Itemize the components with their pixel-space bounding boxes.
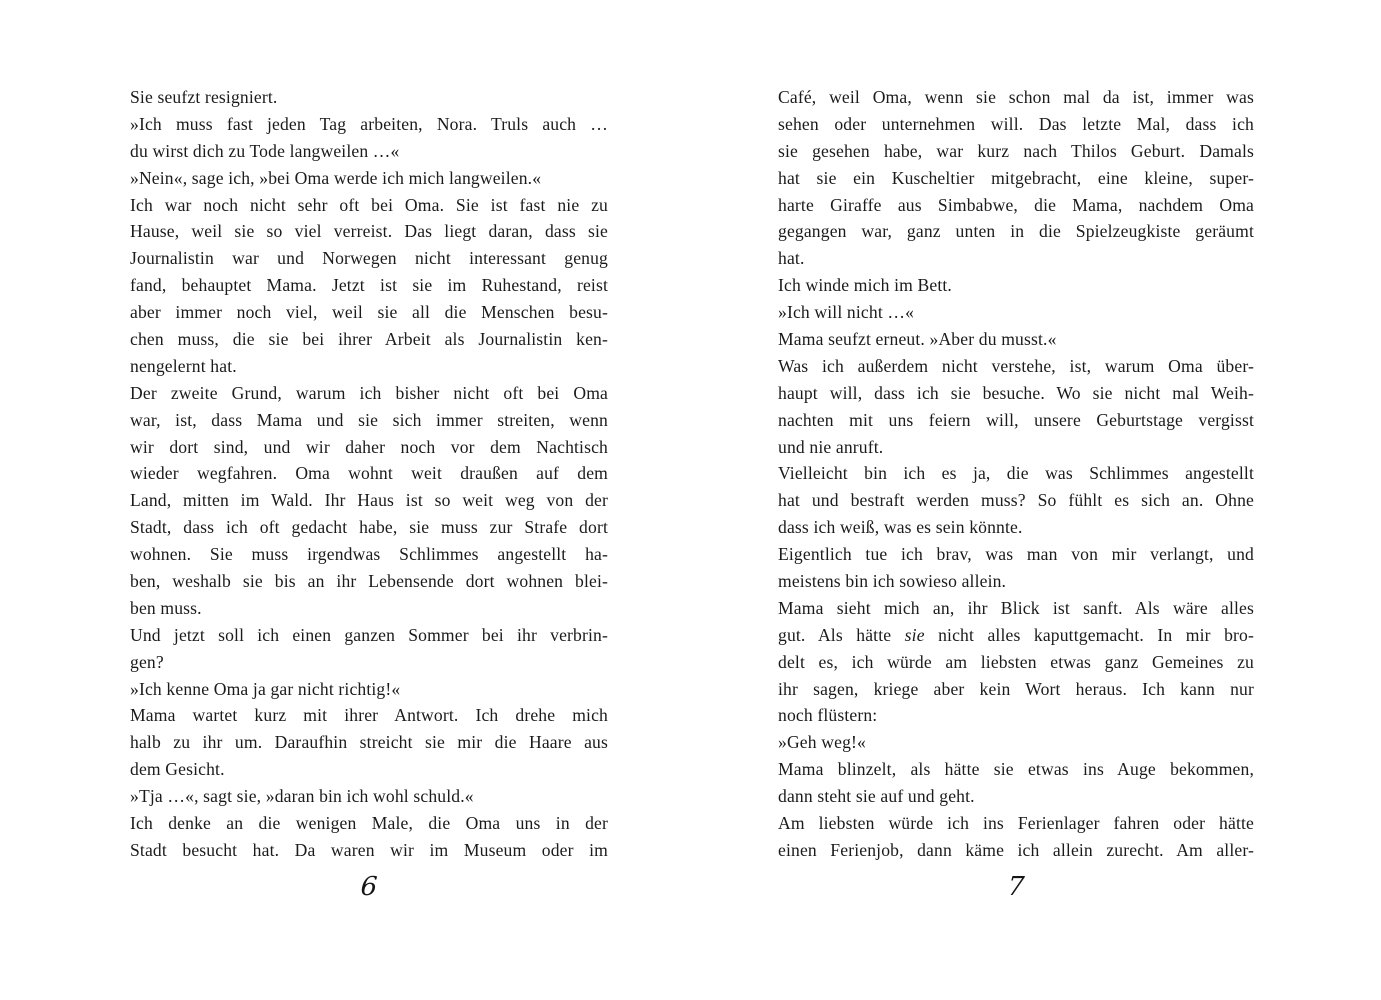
text-line: Land, mitten im Wald. Ihr Haus ist so weit weg von der [130, 490, 608, 511]
text-line: Und jetzt soll ich einen ganzen Sommer bei ihr verbrin- [130, 624, 608, 645]
text-line: ihr sagen, kriege aber kein Wort heraus. Ich kann nur [778, 678, 1254, 699]
text-line: Hause, weil sie so viel verreist. Das liegt daran, dass sie [130, 221, 608, 242]
text-line: noch flüstern: [778, 705, 878, 726]
text-line: Journalistin war und Norwegen nicht interessant genug [130, 248, 608, 269]
page-left-number: 6 [359, 872, 379, 902]
text-line: wieder wegfahren. Oma wohnt weit draußen auf dem [130, 463, 608, 484]
page-right-text-block [778, 84, 1254, 864]
text-line: und nie anruft. [778, 436, 884, 457]
text-line: chen muss, die sie bei ihrer Arbeit als Journalistin ken- [130, 329, 608, 350]
text-line: Was ich außerdem nicht verstehe, ist, warum Oma über- [778, 355, 1254, 376]
text-line: du wirst dich zu Tode langweilen …« [130, 140, 400, 161]
text-line: haupt will, dass ich sie besuche. Wo sie nicht mal Weih- [778, 382, 1254, 403]
text-line: hat und bestraft werden muss? So fühlt es sich an. Ohne [778, 490, 1254, 511]
text-line: »Nein«, sage ich, »bei Oma werde ich mich langweilen.« [130, 167, 542, 188]
text-line: Eigentlich tue ich brav, was man von mir verlangt, und [778, 544, 1254, 565]
text-line: aber immer noch viel, weil sie all die Menschen besu- [130, 302, 608, 323]
text-line: Stadt, dass ich oft gedacht habe, sie muss zur Strafe dort [130, 517, 608, 538]
text-line: Ich winde mich im Bett. [778, 275, 952, 296]
text-line: ben, weshalb sie bis an ihr Lebensende dort wohnen blei- [130, 571, 608, 592]
text-line: Mama seufzt erneut. »Aber du musst.« [778, 329, 1057, 350]
text-line: »Ich kenne Oma ja gar nicht richtig!« [130, 678, 401, 699]
text-line: delt es, ich würde am liebsten etwas ganz Gemeines zu [778, 651, 1254, 672]
text-line: wohnen. Sie muss irgendwas Schlimmes angestellt ha- [130, 544, 608, 565]
text-line: Mama wartet kurz mit ihrer Antwort. Ich drehe mich [130, 705, 608, 726]
text-line: gut. Als hätte sie nicht alles kaputtgemacht. In mir bro- [778, 624, 1254, 645]
text-line: dann steht sie auf und geht. [778, 786, 975, 807]
text-line: Stadt besucht hat. Da waren wir im Museum oder im [130, 839, 608, 860]
text-line: »Geh weg!« [778, 732, 866, 753]
page-left-text-block [130, 84, 608, 864]
text-line: »Ich will nicht …« [778, 302, 915, 323]
text-line: sehen oder unternehmen will. Das letzte Mal, dass ich [778, 113, 1254, 134]
text-line: Mama sieht mich an, ihr Blick ist sanft. Als wäre alles [778, 597, 1254, 618]
text-line: einen Ferienjob, dann käme ich allein zurecht. Am aller- [778, 839, 1254, 860]
text-line: dass ich weiß, was es sein könnte. [778, 517, 1023, 538]
text-line: Mama blinzelt, als hätte sie etwas ins Auge bekommen, [778, 759, 1254, 780]
text-line: »Tja …«, sagt sie, »daran bin ich wohl schuld.« [130, 786, 474, 807]
page-right-number: 7 [1006, 872, 1026, 902]
text-line: fand, behauptet Mama. Jetzt ist sie im Ruhestand, reist [130, 275, 608, 296]
text-line: harte Giraffe aus Simbabwe, die Mama, nachdem Oma [778, 194, 1254, 215]
text-line: Vielleicht bin ich es ja, die was Schlimmes angestellt [778, 463, 1254, 484]
text-line: Ich denke an die wenigen Male, die Oma uns in der [130, 813, 608, 834]
text-line: nachten mit uns feiern will, unsere Geburtstage vergisst [778, 409, 1254, 430]
text-line: nengelernt hat. [130, 355, 237, 376]
text-line: Café, weil Oma, wenn sie schon mal da ist, immer was [778, 87, 1254, 107]
text-line: ben muss. [130, 597, 202, 618]
text-line: Ich war noch nicht sehr oft bei Oma. Sie ist fast nie zu [130, 194, 608, 215]
text-line: wir dort sind, und wir daher noch vor dem Nachtisch [130, 436, 608, 457]
text-line: gegangen war, ganz unten in die Spielzeugkiste geräumt [778, 221, 1254, 242]
text-line: meistens bin ich sowieso allein. [778, 571, 1007, 592]
text-line: hat sie ein Kuscheltier mitgebracht, eine kleine, super- [778, 167, 1254, 188]
page-left [130, 84, 608, 964]
text-line: gen? [130, 651, 164, 672]
text-line: Sie seufzt resigniert. [130, 87, 278, 107]
page-right [778, 84, 1254, 964]
text-line: dem Gesicht. [130, 759, 225, 780]
text-line: »Ich muss fast jeden Tag arbeiten, Nora. Truls auch … [130, 113, 608, 134]
text-line: hat. [778, 248, 805, 269]
text-line: war, ist, dass Mama und sie sich immer streiten, wenn [130, 409, 608, 430]
text-line: Am liebsten würde ich ins Ferienlager fahren oder hätte [778, 813, 1254, 834]
text-line: halb zu ihr um. Daraufhin streicht sie mir die Haare aus [130, 732, 608, 753]
text-line: Der zweite Grund, warum ich bisher nicht oft bei Oma [130, 382, 608, 403]
text-line: sie gesehen habe, war kurz nach Thilos Geburt. Damals [778, 140, 1254, 161]
